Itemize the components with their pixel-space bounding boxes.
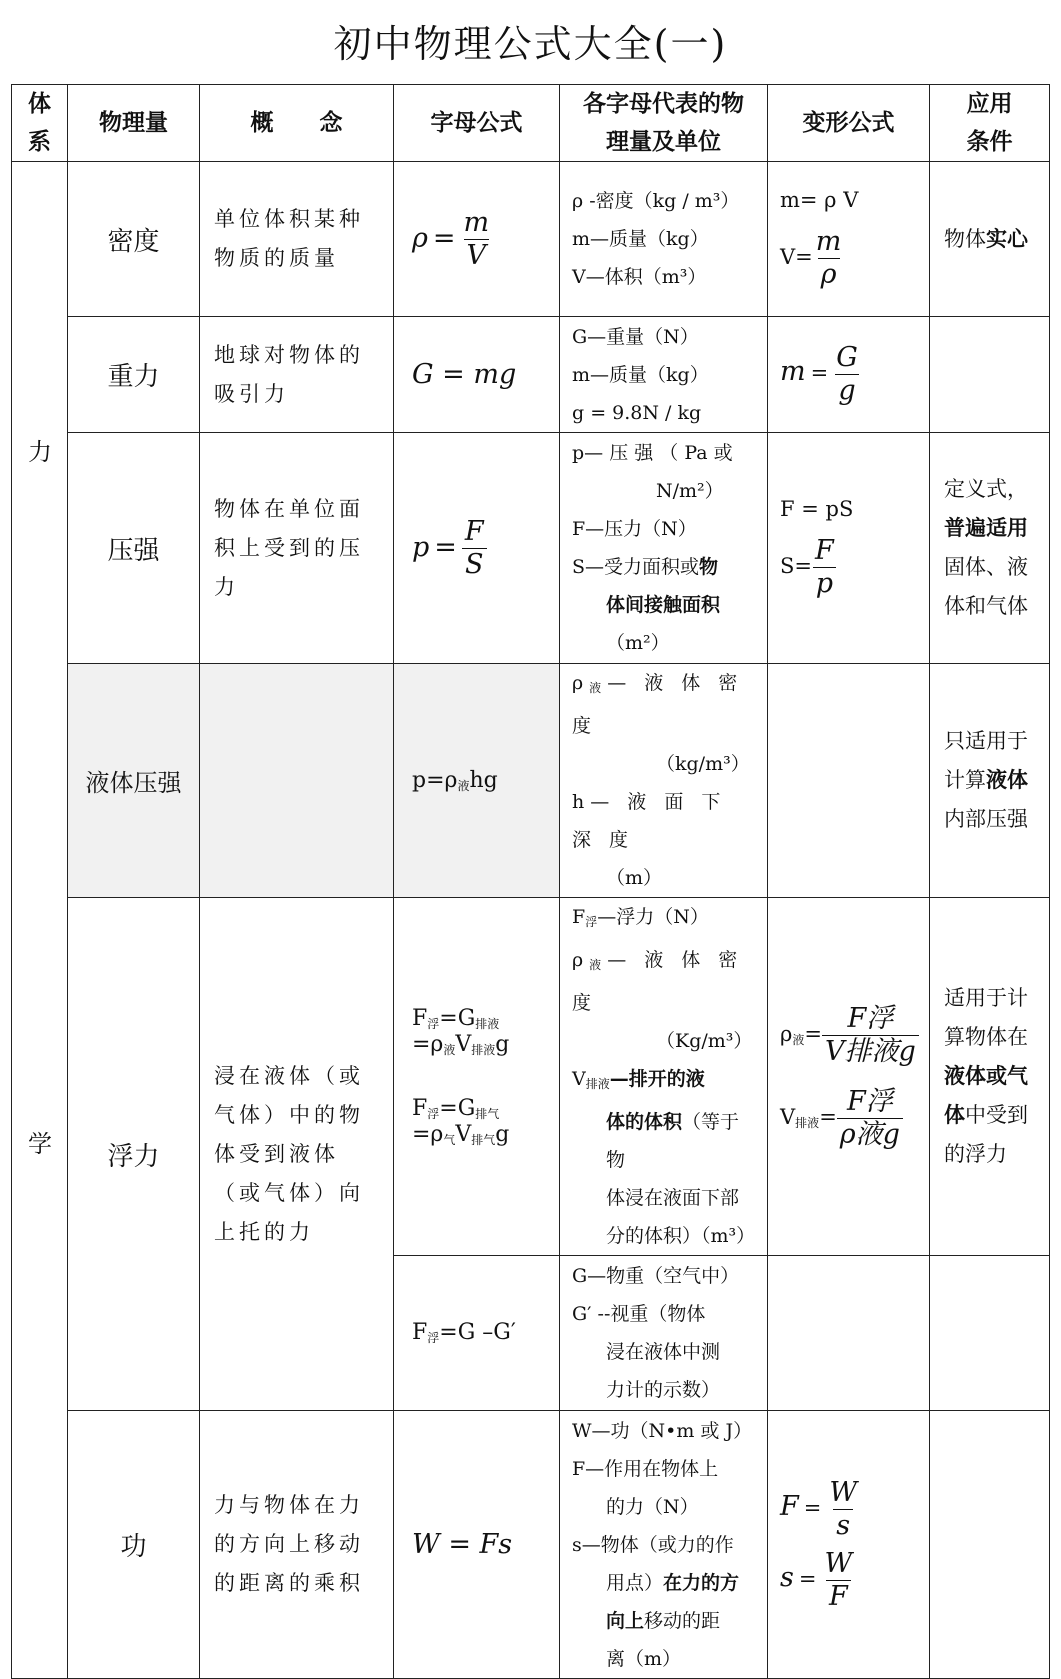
quantity-density: 密度 [68,162,200,317]
formula-liquid-pressure: $p=\rho_液hg$ [394,664,560,898]
transform-buoyancy: $\rho_液=$ $\frac{\text{F浮}}{\text{V排液g}}$ $V_{排液}=$ $\frac{\text{F浮}}{\text{ρ液g}}$ [768,898,930,1256]
page-title: 初中物理公式大全(一) [333,22,728,66]
formula-gravity: G = mg [394,317,560,433]
concept-gravity: 地球对物体的吸引力 [200,317,394,433]
row-work [12,1411,1050,1679]
formula-density: ρ = $\frac{m}{V}$ [394,162,560,317]
concept-density: 单位体积某种物质的质量 [200,162,394,317]
units-liquid-pressure: $\rho_液—$ 液 体 密 度 （kg/m³） h— 液 面 下 深 度 （m） [560,664,768,898]
system-label-top: 力 [28,438,52,466]
header-quantity: 物理量 [68,85,200,162]
quantity-buoyancy: 浮力 [68,898,200,1411]
row-liquid-pressure [12,664,1050,898]
condition-gravity [930,317,1050,433]
condition-buoyancy: 适用于计 算物体在 液体或气 体中受到 的浮力 [930,898,1050,1256]
quantity-liquid-pressure: 液体压强 [68,664,200,898]
row-gravity [12,317,1050,433]
system-label-bottom: 学 [28,1130,52,1158]
transform-gravity: m = $\frac{G}{g}$ [768,317,930,433]
header-condition: 应用 条件 [930,85,1050,162]
row-density [12,162,1050,317]
units-buoyancy-weighing: G—物重（空气中） G′ --视重（物体 浸在液体中测 力计的示数） [560,1256,768,1411]
condition-density: 物体实心 [930,162,1050,317]
transform-liquid-pressure [768,664,930,898]
condition-buoyancy-weighing [930,1256,1050,1411]
quantity-work: 功 [68,1411,200,1679]
transform-work: F = $\frac{W}{s}$ s = $\frac{W}{F}$ [768,1411,930,1679]
row-pressure [12,433,1050,664]
quantity-gravity: 重力 [68,317,200,433]
formula-buoyancy-weighing: $F_浮=G$ –G′ [394,1256,560,1411]
formula-work: W = Fs [394,1411,560,1679]
concept-liquid-pressure [200,664,394,898]
header-units: 各字母代表的物 理量及单位 [560,85,768,162]
transform-buoyancy-weighing [768,1256,930,1411]
units-pressure: p— 压 强 （ Pa 或 N/m²） F—压力（N） S—受力面积或物 体间接触面积 （m²） [560,433,768,664]
header-formula: 字母公式 [394,85,560,162]
transform-density: m= ρ V V= $\frac{m}{\rho}$ [768,162,930,317]
units-work: W—功（N•m 或 J） F—作用在物体上 的力（N） s—物体（或力的作 用点）在力的方 向上移动的距 离（m） [560,1411,768,1679]
transform-pressure: F = pS S= $\frac{F}{p}$ [768,433,930,664]
header-transform: 变形公式 [768,85,930,162]
quantity-pressure: 压强 [68,433,200,664]
concept-buoyancy: 浸在液体（或气体）中的物体受到液体（或气体）向上托的力 [200,898,394,1411]
formula-buoyancy-displacement: $F_浮=G_{排液}$ $=\rho_液V_{排液}g$ $F_浮=G_{排气}$ $=\rho_气V_{排气}g$ [394,898,560,1256]
header-system: 体 系 [12,85,68,162]
units-gravity: G—重量（N） m—质量（kg） g = 9.8N / kg [560,317,768,433]
condition-work [930,1411,1050,1679]
header-concept: 概 念 [200,85,394,162]
row-buoyancy-a [12,898,1050,1256]
system-cell-mechanics [12,162,68,1679]
units-buoyancy-displacement: $F_浮—$浮力（N） $\rho_液—$ 液 体 密 度 （Kg/m³） $V_{排液}—$排开的液 体的体积（等于物 体浸在液面下部 分的体积）（m³） [560,898,768,1256]
concept-pressure: 物体在单位面积上受到的压力 [200,433,394,664]
formula-pressure: p = $\frac{F}{S}$ [394,433,560,664]
condition-liquid-pressure: 只适用于 计算液体 内部压强 [930,664,1050,898]
header-row [12,85,1050,162]
condition-pressure: 定义式， 普遍适用 固体、液 体和气体 [930,433,1050,664]
formula-table [11,84,1050,1679]
concept-work: 力与物体在力的方向上移动的距离的乘积 [200,1411,394,1679]
units-density: ρ -密度（kg / m³） m—质量（kg） V—体积（m³） [560,162,768,317]
